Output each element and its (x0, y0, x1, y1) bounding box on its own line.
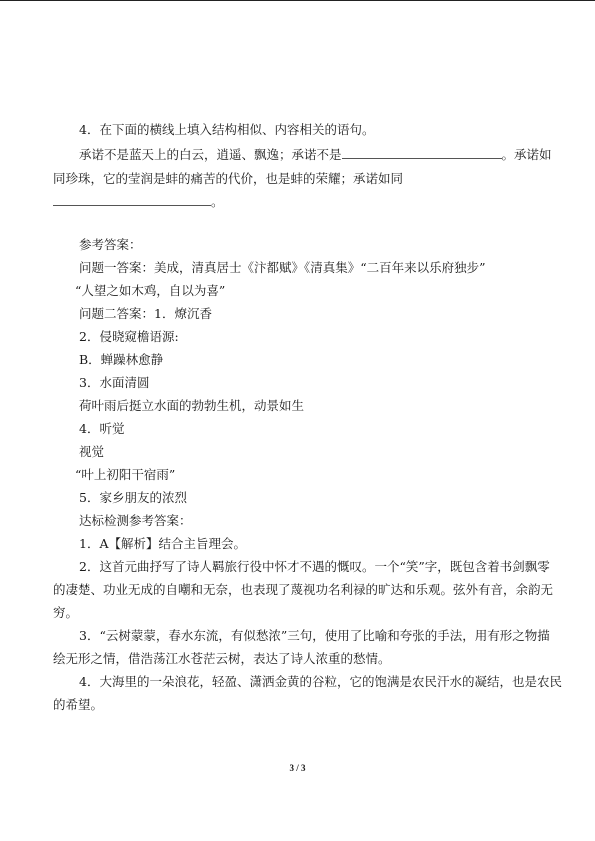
answers-heading: 参考答案： (79, 237, 142, 252)
answer-q2: 问题二答案：1．燎沉香 (79, 306, 212, 321)
question4-line3-end: 。 (211, 194, 224, 209)
page-number: 3 / 3 (289, 763, 306, 773)
answer-q2-item4: 4．听觉 (79, 421, 125, 436)
answer-q2-item2: 2．侵晓窥檐语源: (79, 329, 179, 344)
header-rule (0, 0, 595, 1)
question4-line1-end: 。承诺如 (501, 147, 552, 162)
answer-q2-item4-quote: “叶上初阳干宿雨” (75, 467, 176, 482)
test-answer-4-line1: 4．大海里的一朵浪花，轻盈、潇洒金黄的谷粒，它的饱满是农民汗水的凝结，也是农民 (79, 674, 562, 689)
answer-q2-item4-b: 视觉 (79, 444, 105, 459)
test-answer-2-line2: 的凄楚、功业无成的自嘲和无奈，也表现了蔑视功名利禄的旷达和乐观。弦外有音，余韵无 (53, 582, 554, 597)
answer-q2-item3: 3．水面清圆 (79, 375, 150, 390)
answer-q1-quote: “人望之如木鸡，自以为喜” (75, 283, 226, 298)
test-answer-2-line3: 穷。 (53, 605, 79, 620)
question4-line1-text: 承诺不是蓝天上的白云，逍遥、飘逸；承诺不是 (79, 147, 342, 162)
answer-q2-item-b: B．蝉躁林愈静 (79, 352, 164, 367)
question4-prompt: 4．在下面的横线上填入结构相似、内容相关的语句。 (79, 122, 375, 137)
answer-blank-2[interactable] (53, 194, 211, 206)
test-answer-3-line1: 3．“云树蒙蒙，春水东流，有似愁浓”三句，使用了比喻和夸张的手法，用有形之物描 (79, 628, 550, 643)
question4-line1 (79, 147, 552, 163)
test-answer-3-line2: 绘无形之情，借浩荡江水苍茫云树，表达了诗人浓重的愁情。 (53, 651, 391, 666)
answer-blank-1[interactable] (342, 147, 502, 159)
test-answers-heading: 达标检测参考答案： (79, 513, 192, 528)
question4-line3 (53, 194, 224, 210)
test-answer-1: 1．A【解析】结合主旨理会。 (79, 536, 246, 551)
answer-q1: 问题一答案：美成，清真居士《汴都赋》《清真集》“二百年来以乐府独步” (79, 260, 486, 275)
test-answer-4-line2: 的希望。 (53, 697, 104, 712)
answer-q2-item3-desc: 荷叶雨后挺立水面的勃勃生机，动景如生 (79, 398, 305, 413)
question4-line2: 同珍珠，它的莹润是蚌的痛苦的代价，也是蚌的荣耀；承诺如同 (53, 171, 404, 186)
test-answer-2-line1: 2．这首元曲抒写了诗人羁旅行役中怀才不遇的慨叹。一个“笑”字，既包含着书剑飘零 (79, 559, 550, 574)
answer-q2-item5: 5．家乡朋友的浓烈 (79, 490, 187, 505)
